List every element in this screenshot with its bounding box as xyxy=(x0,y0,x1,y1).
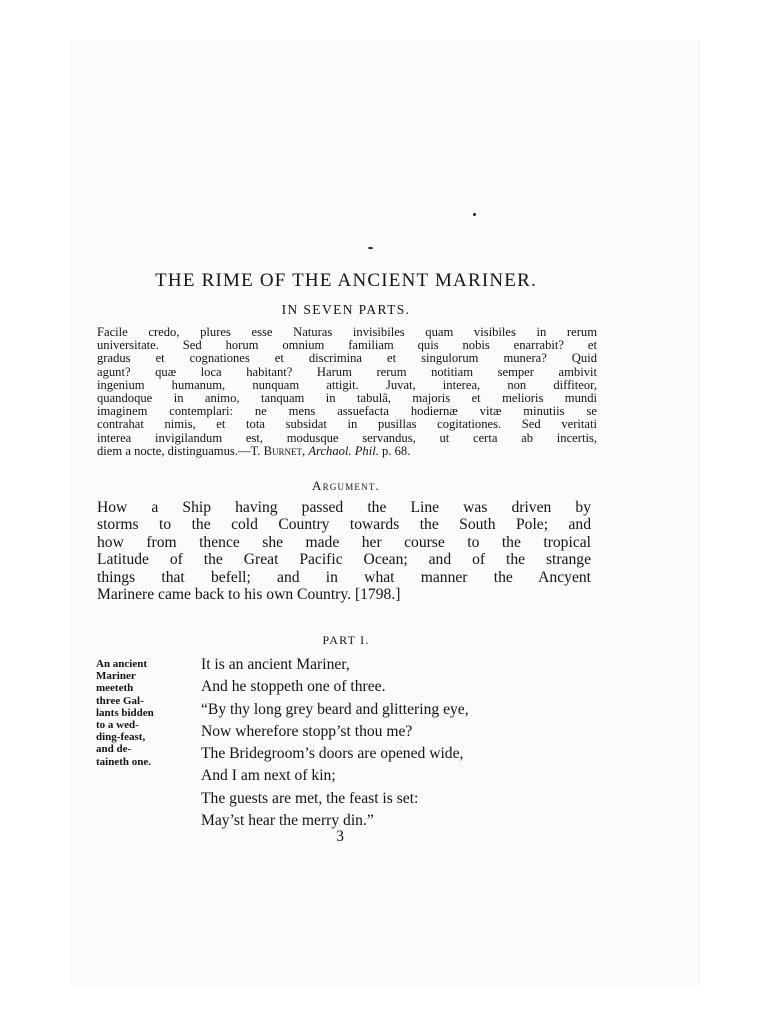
ink-speck xyxy=(473,213,476,216)
epigraph-line: agunt? quæ loca habitant? Harum rerum notitiam semper ambivit xyxy=(97,364,597,379)
argument-line: things that befell; and in what manner the Ancyent xyxy=(97,568,591,586)
poem-subtitle: IN SEVEN PARTS. xyxy=(281,302,411,317)
epigraph-line: ingenium humanum, nunquam attigit. Juvat, interea, non diffiteor, xyxy=(97,377,597,392)
stanza-1 xyxy=(201,654,601,743)
verse-line: The Bridegroom’s doors are opened wide, xyxy=(201,745,464,762)
gloss-line: ding-feast, xyxy=(96,731,146,744)
argument-text xyxy=(97,499,591,603)
gloss-line: taineth one. xyxy=(96,755,151,768)
argument-line: Latitude of the Great Pacific Ocean; and of the strange xyxy=(97,551,591,569)
gloss-line: and de- xyxy=(96,743,132,756)
gloss-line: to a wed- xyxy=(96,719,139,732)
epigraph-line: interea invigilandum est, modusque servandus, ut certa ab incertis, xyxy=(97,430,597,445)
gloss-line: An ancient xyxy=(96,658,148,670)
epigraph-line: quandoque in animo, tanquam in tabulâ, majoris et melioris mundi xyxy=(97,391,597,406)
poem-title: THE RIME OF THE ANCIENT MARINER. xyxy=(155,270,537,291)
argument-heading: Argument. xyxy=(312,478,380,493)
epigraph-line: contrahat nimis, et tota subsidat in pusillas cogitationes. Sed veritati xyxy=(97,417,597,432)
argument-line: Marinere came back to his own Country. [1798.] xyxy=(97,586,401,604)
epigraph-separator: , xyxy=(302,443,309,458)
epigraph-line-start: diem a nocte, distinguamus.—T. xyxy=(97,443,264,458)
epigraph-line: gradus et cognationes et discrimina et singulorum munera? Quid xyxy=(97,351,597,366)
epigraph-line: Facile credo, plures esse Naturas invisibiles quam visibiles in rerum xyxy=(97,325,597,339)
page-number: 3 xyxy=(336,828,344,845)
epigraph-source: Archaol. Phil. xyxy=(308,443,379,458)
epigraph xyxy=(97,326,597,458)
verse-line: And I am next of kin; xyxy=(201,767,336,785)
verse-line: Now wherefore stopp’st thou me? xyxy=(201,722,413,740)
epigraph-line: imaginem contemplari: ne mens assuefacta hodiernæ vitæ minutiis se xyxy=(97,404,597,419)
gloss-line: three Gal- xyxy=(96,694,144,707)
argument-line: how from thence she made her course to the tropical xyxy=(97,533,591,551)
verse-line: “By thy long grey beard and glittering eye, xyxy=(201,700,469,718)
gloss-line: meeteth xyxy=(96,682,134,695)
epigraph-page-ref: p. 68. xyxy=(378,443,411,458)
epigraph-line: universitate. Sed horum omnium familiam quis nobis enarrabit? et xyxy=(97,338,597,353)
gloss-line: Mariner xyxy=(96,670,136,683)
argument-line: How a Ship having passed the Line was driven by xyxy=(97,499,591,516)
margin-gloss xyxy=(96,658,186,768)
ink-speck xyxy=(368,247,373,249)
epigraph-author: Burnet xyxy=(263,443,303,458)
verse-line: And he stoppeth one of three. xyxy=(201,678,386,696)
verse-line: The guests are met, the feast is set: xyxy=(201,789,419,807)
argument-line: storms to the cold Country towards the South Pole; and xyxy=(97,516,591,534)
part-heading: PART I. xyxy=(322,633,370,647)
stanza-2 xyxy=(201,743,601,832)
epigraph-attribution xyxy=(97,445,597,458)
verse-line: May’st hear the merry din.” xyxy=(201,811,374,829)
gloss-line: lants bidden xyxy=(96,706,154,719)
verse-line: It is an ancient Mariner, xyxy=(201,656,350,673)
